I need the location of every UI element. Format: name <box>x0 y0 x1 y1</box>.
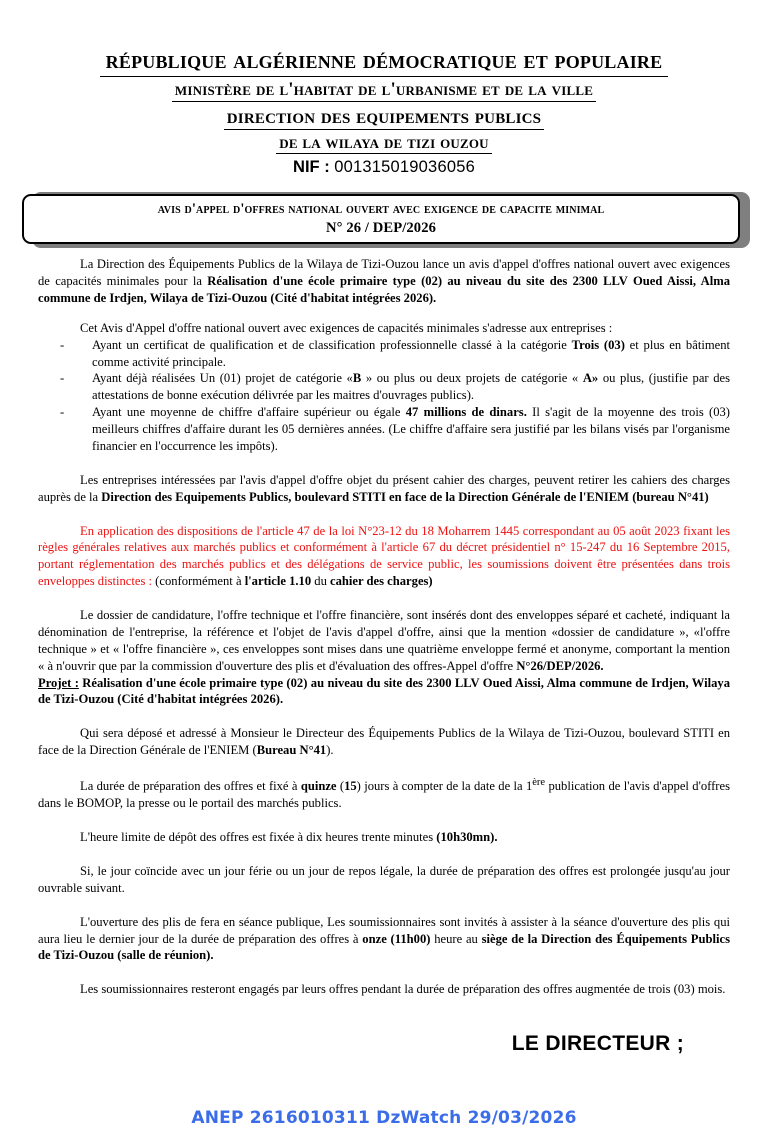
nif-label: NIF : <box>293 158 330 177</box>
tender-title-box <box>22 188 746 244</box>
submission-bureau: Bureau N°41 <box>256 743 327 758</box>
paragraph-withdrawal <box>38 472 730 506</box>
list-item <box>60 404 730 455</box>
bullet-2-text-a: Ayant déjà réalisées Un (01) projet de catégorie « <box>92 371 353 386</box>
paragraph-preparation-duration <box>38 776 730 812</box>
eligibility-conditions-list <box>38 337 730 455</box>
bullet-3-text-a: Ayant une moyenne de chiffre d'affaire supérieur ou égale <box>92 405 406 420</box>
header-line-1-row <box>0 46 768 77</box>
document-body <box>0 256 768 1056</box>
legal-reference-black-a: (conformément à <box>155 574 245 589</box>
opening-session-a: L'ouverture des plis de fera en séance publique, Les soumissionnaires sont invités à assister à la séance d'ouverture des plis qui aura lieu le dernier jour de la durée de préparation des offres à <box>38 914 730 946</box>
deadline-hour-text: L'heure limite de dépôt des offres est fixée à dix heures trente minutes <box>80 830 437 844</box>
header-republic-line: république algérienne démocratique et populaire <box>100 46 669 77</box>
nif-value: 001315019036056 <box>334 158 475 177</box>
paragraph-engagement-period: Les soumissionnaires resteront engagés par leurs offres pendant la durée de préparation des offres augmentée de trois (03) mois. <box>80 982 726 997</box>
title-box-line-2: N° 26 / DEP/2026 <box>326 219 436 236</box>
bullet-3-text-c: Il s'agit de la moyenne des trois (03) meilleurs chiffres d'affaire durant les 05 dernières années. (Le chiffre d'affaire sera justifié par les bilans visés par l'organisme financier en l'occurrence les impôts). <box>92 405 730 453</box>
bullet-1-text-a: Ayant un certificat de qualification et de classification professionnelle classé à la catégorie <box>92 337 572 352</box>
legal-reference-charges: cahier des charges) <box>330 574 433 589</box>
list-item <box>60 370 730 404</box>
duration-text-f: publication de l'avis d'appel d'offres dans le BOMOP, la presse ou le portail des marchés publics. <box>38 779 730 811</box>
paragraph-legal-reference <box>38 523 730 591</box>
paragraph-envelopes-text: Le dossier de candidature, l'offre technique et l'offre financière, sont insérés dont des enveloppes séparé et cacheté, indiquant la dénomination de l'entreprise, la référence et l'objet de l'avis d'appel d'offre, ainsi que la mention «dossier de candidature », «l'offre technique » et « l'offre financière », ces enveloppes sont mises dans une quatrième enveloppe fermé et anonyme, comportant la mention « à n'ouvrir que par la commission d'ouverture des plis et d'évaluation des offres-Appel d'offre <box>38 608 730 673</box>
opening-session-hour: onze (11h00) <box>362 931 431 946</box>
bullet-2-text-e: ou plus <box>598 371 642 386</box>
paragraph-submission-address <box>38 725 730 759</box>
duration-ordinal-suffix: ère <box>532 777 546 789</box>
bullet-2-cat-b: B <box>352 371 362 386</box>
bullet-2-text-f: , (justifie par des attestations de bonne exécution délivrée par les maitres d'ouvrages publics). <box>92 371 731 403</box>
paragraph-withdrawal-text: Les entreprises intéressées par l'avis d'appel d'offre objet du présent cahier des charges, peuvent retirer les cahiers des charges auprès de la <box>38 472 730 504</box>
legal-reference-article: l'article 1.10 <box>244 574 312 589</box>
duration-text-a: La durée de préparation des offres et fixé à <box>80 779 301 794</box>
bullet-dash-icon: - <box>60 371 65 386</box>
bullet-1-category: Trois (03) <box>571 337 625 352</box>
document-header <box>0 0 768 176</box>
paragraph-intro-project: Réalisation d'une école primaire type (02) au niveau du site des 2300 LLV Oued Aissi, Alma commune de Irdjen, Wilaya de Tizi-Ouzou (Cité d'habitat intégrées 2026). <box>38 274 730 305</box>
opening-session-c: heure au <box>430 931 482 946</box>
anep-footer: ANEP 2616010311 DzWatch 29/03/2026 <box>191 1108 577 1128</box>
title-box-line-1: avis d'appel d'offres national ouvert avec exigence de capacite minimal <box>157 201 605 218</box>
bullet-3-amount: 47 millions de dinars. <box>405 405 527 420</box>
duration-text-e: ) jours à compter de la date de la 1 <box>356 779 533 794</box>
paragraph-intro-text: La Direction des Équipements Publics de la Wilaya de Tizi-Ouzou lance un avis d'appel d'offres national ouvert avec exigences de capacités minimales pour la <box>38 257 730 289</box>
projet-label: Projet : <box>38 675 79 690</box>
paragraph-envelopes <box>38 607 730 675</box>
nif-row <box>0 158 768 176</box>
bullet-dash-icon: - <box>60 405 65 420</box>
header-line-4-row <box>0 132 768 154</box>
paragraph-eligibility-lead: Cet Avis d'Appel d'offre national ouvert avec exigences de capacités minimales s'adresse aux entreprises : <box>80 320 613 335</box>
title-box-frame <box>22 194 740 244</box>
duration-number: 15 <box>344 779 357 794</box>
bullet-1-text-c: et plus en bâtiment comme activité principale. <box>92 337 731 369</box>
header-wilaya-line: de la wilaya de tizi ouzou <box>276 132 492 154</box>
paragraph-holiday-rule: Si, le jour coïncide avec un jour férie ou un jour de repos légale, la durée de préparation des offres est prolongée jusqu'au jour ouvrable suivant. <box>38 863 730 895</box>
header-direction-line: direction des equipements publics <box>224 104 544 130</box>
paragraph-opening-session <box>38 914 730 965</box>
projet-value: Réalisation d'une école primaire type (02) au niveau du site des 2300 LLV Oued Aissi, Alma commune de Irdjen, Wilaya de Tizi-Ouzou (Cité d'habitat intégrées 2026). <box>38 675 730 707</box>
submission-address-a: Qui sera déposé et adressé à Monsieur le Directeur des Équipements Publics de la Wilaya de Tizi-Ouzou, boulevard STITI en face de la Direction Générale de l'ENIEM ( <box>38 726 730 758</box>
signature-block: LE DIRECTEUR ; <box>511 1032 684 1056</box>
header-line-2-row <box>0 79 768 102</box>
paragraph-withdrawal-address: Direction des Equipements Publics, boulevard STITI en face de la Direction Générale de l'ENIEM (bureau N°41) <box>101 489 709 504</box>
opening-session-venue: siège de la Direction des Équipements Publics de Tizi-Ouzou (salle de réunion). <box>38 931 730 963</box>
paragraph-intro <box>38 256 730 307</box>
list-item <box>60 337 730 371</box>
bullet-2-cat-a: A» <box>582 371 599 386</box>
deadline-hour-value: (10h30mn). <box>436 830 498 844</box>
bullet-dash-icon: - <box>60 337 65 352</box>
bullet-2-text-c: » ou plus ou deux projets de catégorie « <box>361 371 583 386</box>
paragraph-envelopes-ref: N°26/DEP/2026. <box>516 658 604 673</box>
legal-reference-red-text: En application des dispositions de l'article 47 de la loi N°23-12 du 18 Moharrem 1445 correspondant au 05 août 2023 fixant les règles générales relatives aux marchés publics et conformément à l'article 67 du décret présidentiel n° 15-247 du 16 Septembre 2015, portant réglementation des marchés publics et des délégations de service public, les soumissions doivent être présentées dans trois enveloppes distinctes : <box>38 523 730 589</box>
duration-text-c: ( <box>336 779 345 794</box>
paragraph-project <box>38 675 730 709</box>
header-ministry-line: ministère de l'habitat de l'urbanisme et de la ville <box>172 79 596 102</box>
paragraph-deadline-hour <box>38 829 730 846</box>
header-line-3-row <box>0 104 768 130</box>
duration-word: quinze <box>300 779 337 794</box>
submission-address-c: ). <box>326 743 334 758</box>
legal-reference-black-c: du <box>311 574 331 589</box>
